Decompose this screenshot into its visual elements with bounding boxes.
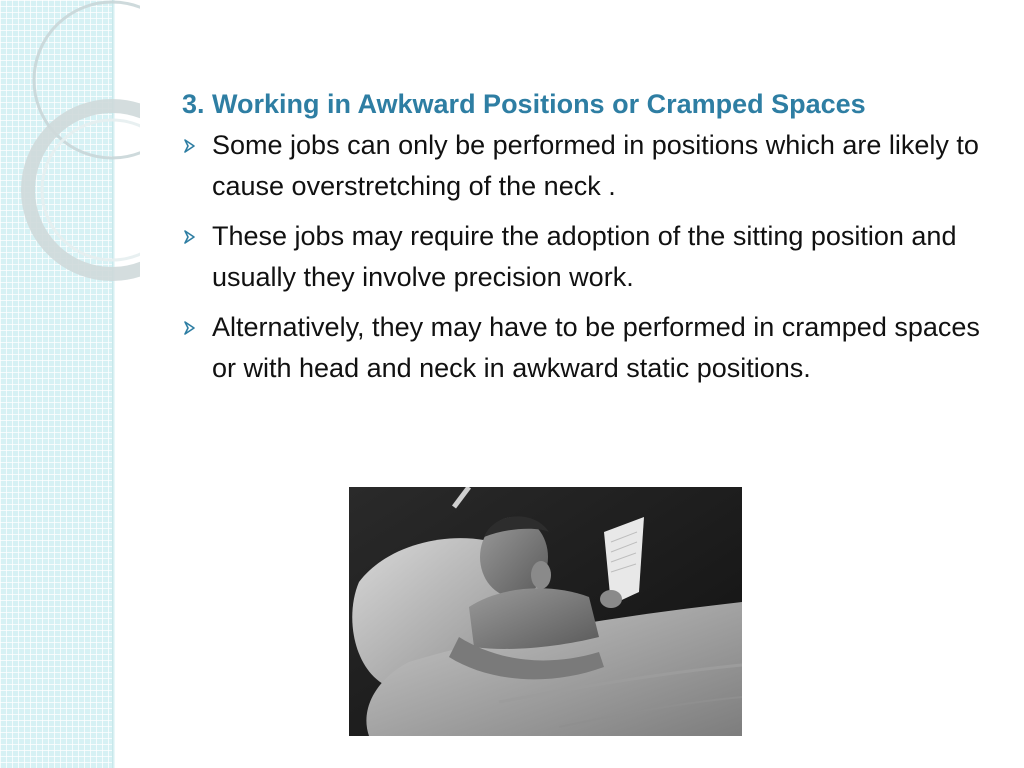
bullet-item xyxy=(182,216,1002,298)
slide-heading: 3. Working in Awkward Positions or Cramped Spaces xyxy=(182,89,866,119)
bullet-text: Alternatively, they may have to be performed in cramped spaces or with head and neck in awkward static positions. xyxy=(212,312,980,383)
bullet-item xyxy=(182,125,1002,207)
chevron-right-arrow-icon xyxy=(182,229,198,245)
bullet-list xyxy=(182,125,1002,389)
chevron-right-arrow-icon xyxy=(182,138,198,154)
bullet-item xyxy=(182,307,1002,389)
bullet-text: These jobs may require the adoption of the sitting position and usually they involve precision work. xyxy=(212,221,957,292)
bullet-text: Some jobs can only be performed in positions which are likely to cause overstretching of the neck . xyxy=(212,130,979,201)
slide-content xyxy=(182,84,1002,398)
chevron-right-arrow-icon xyxy=(182,320,198,336)
man-reading-in-bed-photo xyxy=(349,487,742,736)
decorative-arcs-icon xyxy=(0,0,140,300)
photo-illustration xyxy=(349,487,742,736)
